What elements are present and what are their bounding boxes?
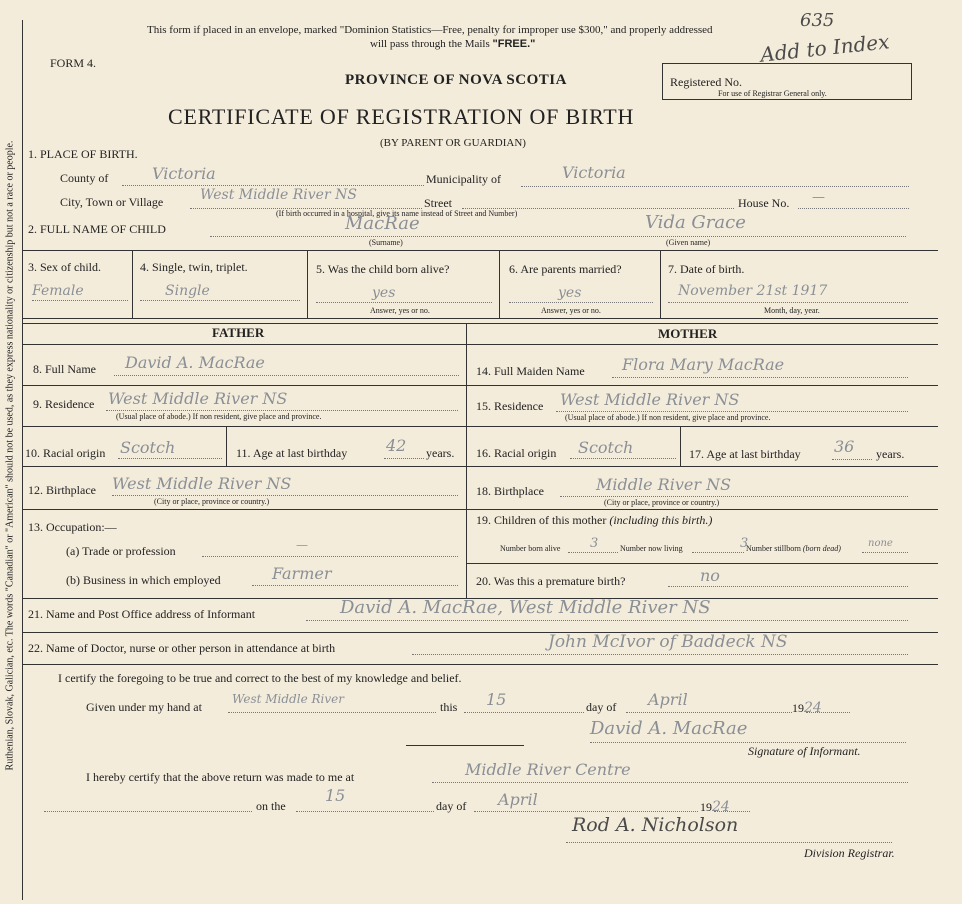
- stillborn-value: none: [868, 538, 893, 549]
- child-given-value: Vida Grace: [645, 212, 746, 233]
- father-heading: FATHER: [212, 325, 265, 340]
- given-caption: (Given name): [666, 238, 711, 247]
- street-label: Street: [424, 196, 452, 210]
- born-alive-value: 3: [590, 536, 599, 551]
- registrar-day-value: 15: [325, 786, 346, 805]
- municipality-value: Victoria: [562, 163, 626, 182]
- father-age-value: 42: [386, 436, 407, 455]
- father-birthplace-value: West Middle River NS: [112, 474, 292, 493]
- informant-signature: David A. MacRae: [590, 718, 748, 739]
- informant-signature-caption: Signature of Informant.: [748, 744, 861, 758]
- county-value: Victoria: [152, 164, 216, 183]
- form-number: FORM 4.: [50, 56, 97, 70]
- postal-notice-line2: will pass through the Mails "FREE.": [370, 38, 536, 50]
- registrar-signature: Rod A. Nicholson: [572, 814, 739, 836]
- page-subtitle: (BY PARENT OR GUARDIAN): [380, 137, 526, 149]
- mother-years-label: years.: [876, 447, 905, 461]
- on-the-label: on the: [256, 799, 286, 813]
- county-label: County of: [60, 171, 109, 185]
- mother-name-label: 14. Full Maiden Name: [476, 364, 585, 378]
- registrar-month-value: April: [498, 790, 538, 809]
- father-age-label: 11. Age at last birthday: [236, 446, 348, 460]
- given-day-value: 15: [486, 690, 507, 709]
- mother-age-label: 17. Age at last birthday: [689, 447, 801, 461]
- premature-label: 20. Was this a premature birth?: [476, 574, 626, 588]
- born-alive-label: Number born alive: [500, 544, 561, 553]
- father-name-value: David A. MacRae: [125, 353, 265, 372]
- premature-value: no: [700, 566, 720, 585]
- married-caption: Answer, yes or no.: [541, 306, 601, 315]
- registrar-day-of-label: day of: [436, 799, 467, 813]
- annotation-number: 635: [800, 10, 835, 31]
- side-note: Ruthenian, Slovak, Galician, etc. The words "Canadian" or "American" should not be used, as they express nationality or citizenship but not a race or people.: [4, 140, 16, 771]
- informant-value: David A. MacRae, West Middle River NS: [340, 597, 711, 618]
- twin-label: 4. Single, twin, triplet.: [140, 260, 248, 274]
- mother-racial-label: 16. Racial origin: [476, 446, 557, 460]
- father-racial-value: Scotch: [120, 438, 176, 457]
- occupation-label: 13. Occupation:—: [28, 520, 117, 534]
- married-label: 6. Are parents married?: [509, 262, 622, 276]
- children-label: 19. Children of this mother (including this birth.): [476, 513, 713, 527]
- doctor-value: John McIvor of Baddeck NS: [548, 632, 788, 652]
- city-value: West Middle River NS: [200, 187, 357, 203]
- side-rule: [22, 20, 23, 900]
- stillborn-label: Number stillborn (born dead): [746, 544, 841, 553]
- dob-value: November 21st 1917: [678, 283, 828, 299]
- mother-birthplace-note: (City or place, province or country.): [604, 498, 720, 507]
- day-of-label: day of: [586, 700, 617, 714]
- father-years-label: years.: [426, 446, 455, 460]
- municipality-label: Municipality of: [426, 172, 501, 186]
- business-value: Farmer: [272, 564, 332, 583]
- given-place-value: West Middle River: [232, 692, 344, 706]
- surname-caption: (Surname): [369, 238, 403, 247]
- province-heading: PROVINCE OF NOVA SCOTIA: [345, 72, 567, 88]
- street-note: (If birth occurred in a hospital, give its name instead of Street and Number): [276, 209, 518, 218]
- mother-residence-label: 15. Residence: [476, 399, 544, 413]
- trade-label: (a) Trade or profession: [66, 544, 176, 558]
- mother-residence-value: West Middle River NS: [560, 390, 740, 409]
- twin-value: Single: [165, 283, 210, 299]
- this-label: this: [440, 700, 458, 714]
- registrar-use-note: For use of Registrar General only.: [718, 89, 827, 98]
- registered-no-label: Registered No.: [670, 75, 742, 89]
- alive-label: 5. Was the child born alive?: [316, 262, 450, 276]
- father-racial-label: 10. Racial origin: [25, 446, 106, 460]
- father-name-label: 8. Full Name: [33, 362, 96, 376]
- postal-notice-line1: This form if placed in an envelope, marked "Dominion Statistics—Free, penalty for improper use $300," and properly addressed: [147, 24, 713, 36]
- father-birthplace-note: (City or place, province or country.): [154, 497, 270, 506]
- mother-birthplace-value: Middle River NS: [596, 475, 732, 494]
- mother-birthplace-label: 18. Birthplace: [476, 484, 544, 498]
- mother-name-value: Flora Mary MacRae: [622, 355, 785, 374]
- page-title: CERTIFICATE OF REGISTRATION OF BIRTH: [168, 104, 635, 129]
- now-living-label: Number now living: [620, 544, 683, 553]
- dob-label: 7. Date of birth.: [668, 262, 745, 276]
- registrar-place-value: Middle River Centre: [465, 760, 631, 779]
- registrar-statement: I hereby certify that the above return was made to me at: [86, 770, 355, 784]
- father-residence-note: (Usual place of abode.) If non resident, give place and province.: [116, 412, 322, 421]
- sex-label: 3. Sex of child.: [28, 260, 101, 274]
- city-label: City, Town or Village: [60, 195, 164, 209]
- alive-value: yes: [372, 285, 396, 301]
- registrar-caption: Division Registrar.: [804, 846, 895, 860]
- trade-value: —: [296, 538, 308, 552]
- mother-heading: MOTHER: [658, 326, 718, 341]
- married-value: yes: [558, 285, 582, 301]
- registrar-year-label: 1924: [700, 799, 730, 815]
- sex-value: Female: [32, 283, 84, 299]
- alive-caption: Answer, yes or no.: [370, 306, 430, 315]
- dob-caption: Month, day, year.: [764, 306, 820, 315]
- child-surname-value: MacRae: [345, 213, 420, 234]
- house-value: —: [812, 190, 825, 205]
- father-residence-label: 9. Residence: [33, 397, 95, 411]
- mother-residence-note: (Usual place of abode.) If non resident, give place and province.: [565, 413, 771, 422]
- given-under-label: Given under my hand at: [86, 700, 202, 714]
- informant-label: 21. Name and Post Office address of Informant: [28, 607, 256, 621]
- father-birthplace-label: 12. Birthplace: [28, 483, 96, 497]
- business-label: (b) Business in which employed: [66, 573, 221, 587]
- child-name-label: 2. FULL NAME OF CHILD: [28, 222, 166, 236]
- place-of-birth-label: 1. PLACE OF BIRTH.: [28, 147, 138, 161]
- mother-racial-value: Scotch: [578, 438, 634, 457]
- annotation-index: Add to Index: [759, 29, 891, 67]
- certify-statement: I certify the foregoing to be true and correct to the best of my knowledge and belief.: [58, 671, 462, 685]
- father-residence-value: West Middle River NS: [108, 389, 288, 408]
- mother-age-value: 36: [834, 437, 855, 456]
- now-living-value: 3: [740, 536, 749, 551]
- given-year-label: 1924: [792, 700, 822, 716]
- doctor-label: 22. Name of Doctor, nurse or other person in attendance at birth: [28, 641, 336, 655]
- given-month-value: April: [648, 690, 688, 709]
- house-label: House No.: [738, 196, 790, 210]
